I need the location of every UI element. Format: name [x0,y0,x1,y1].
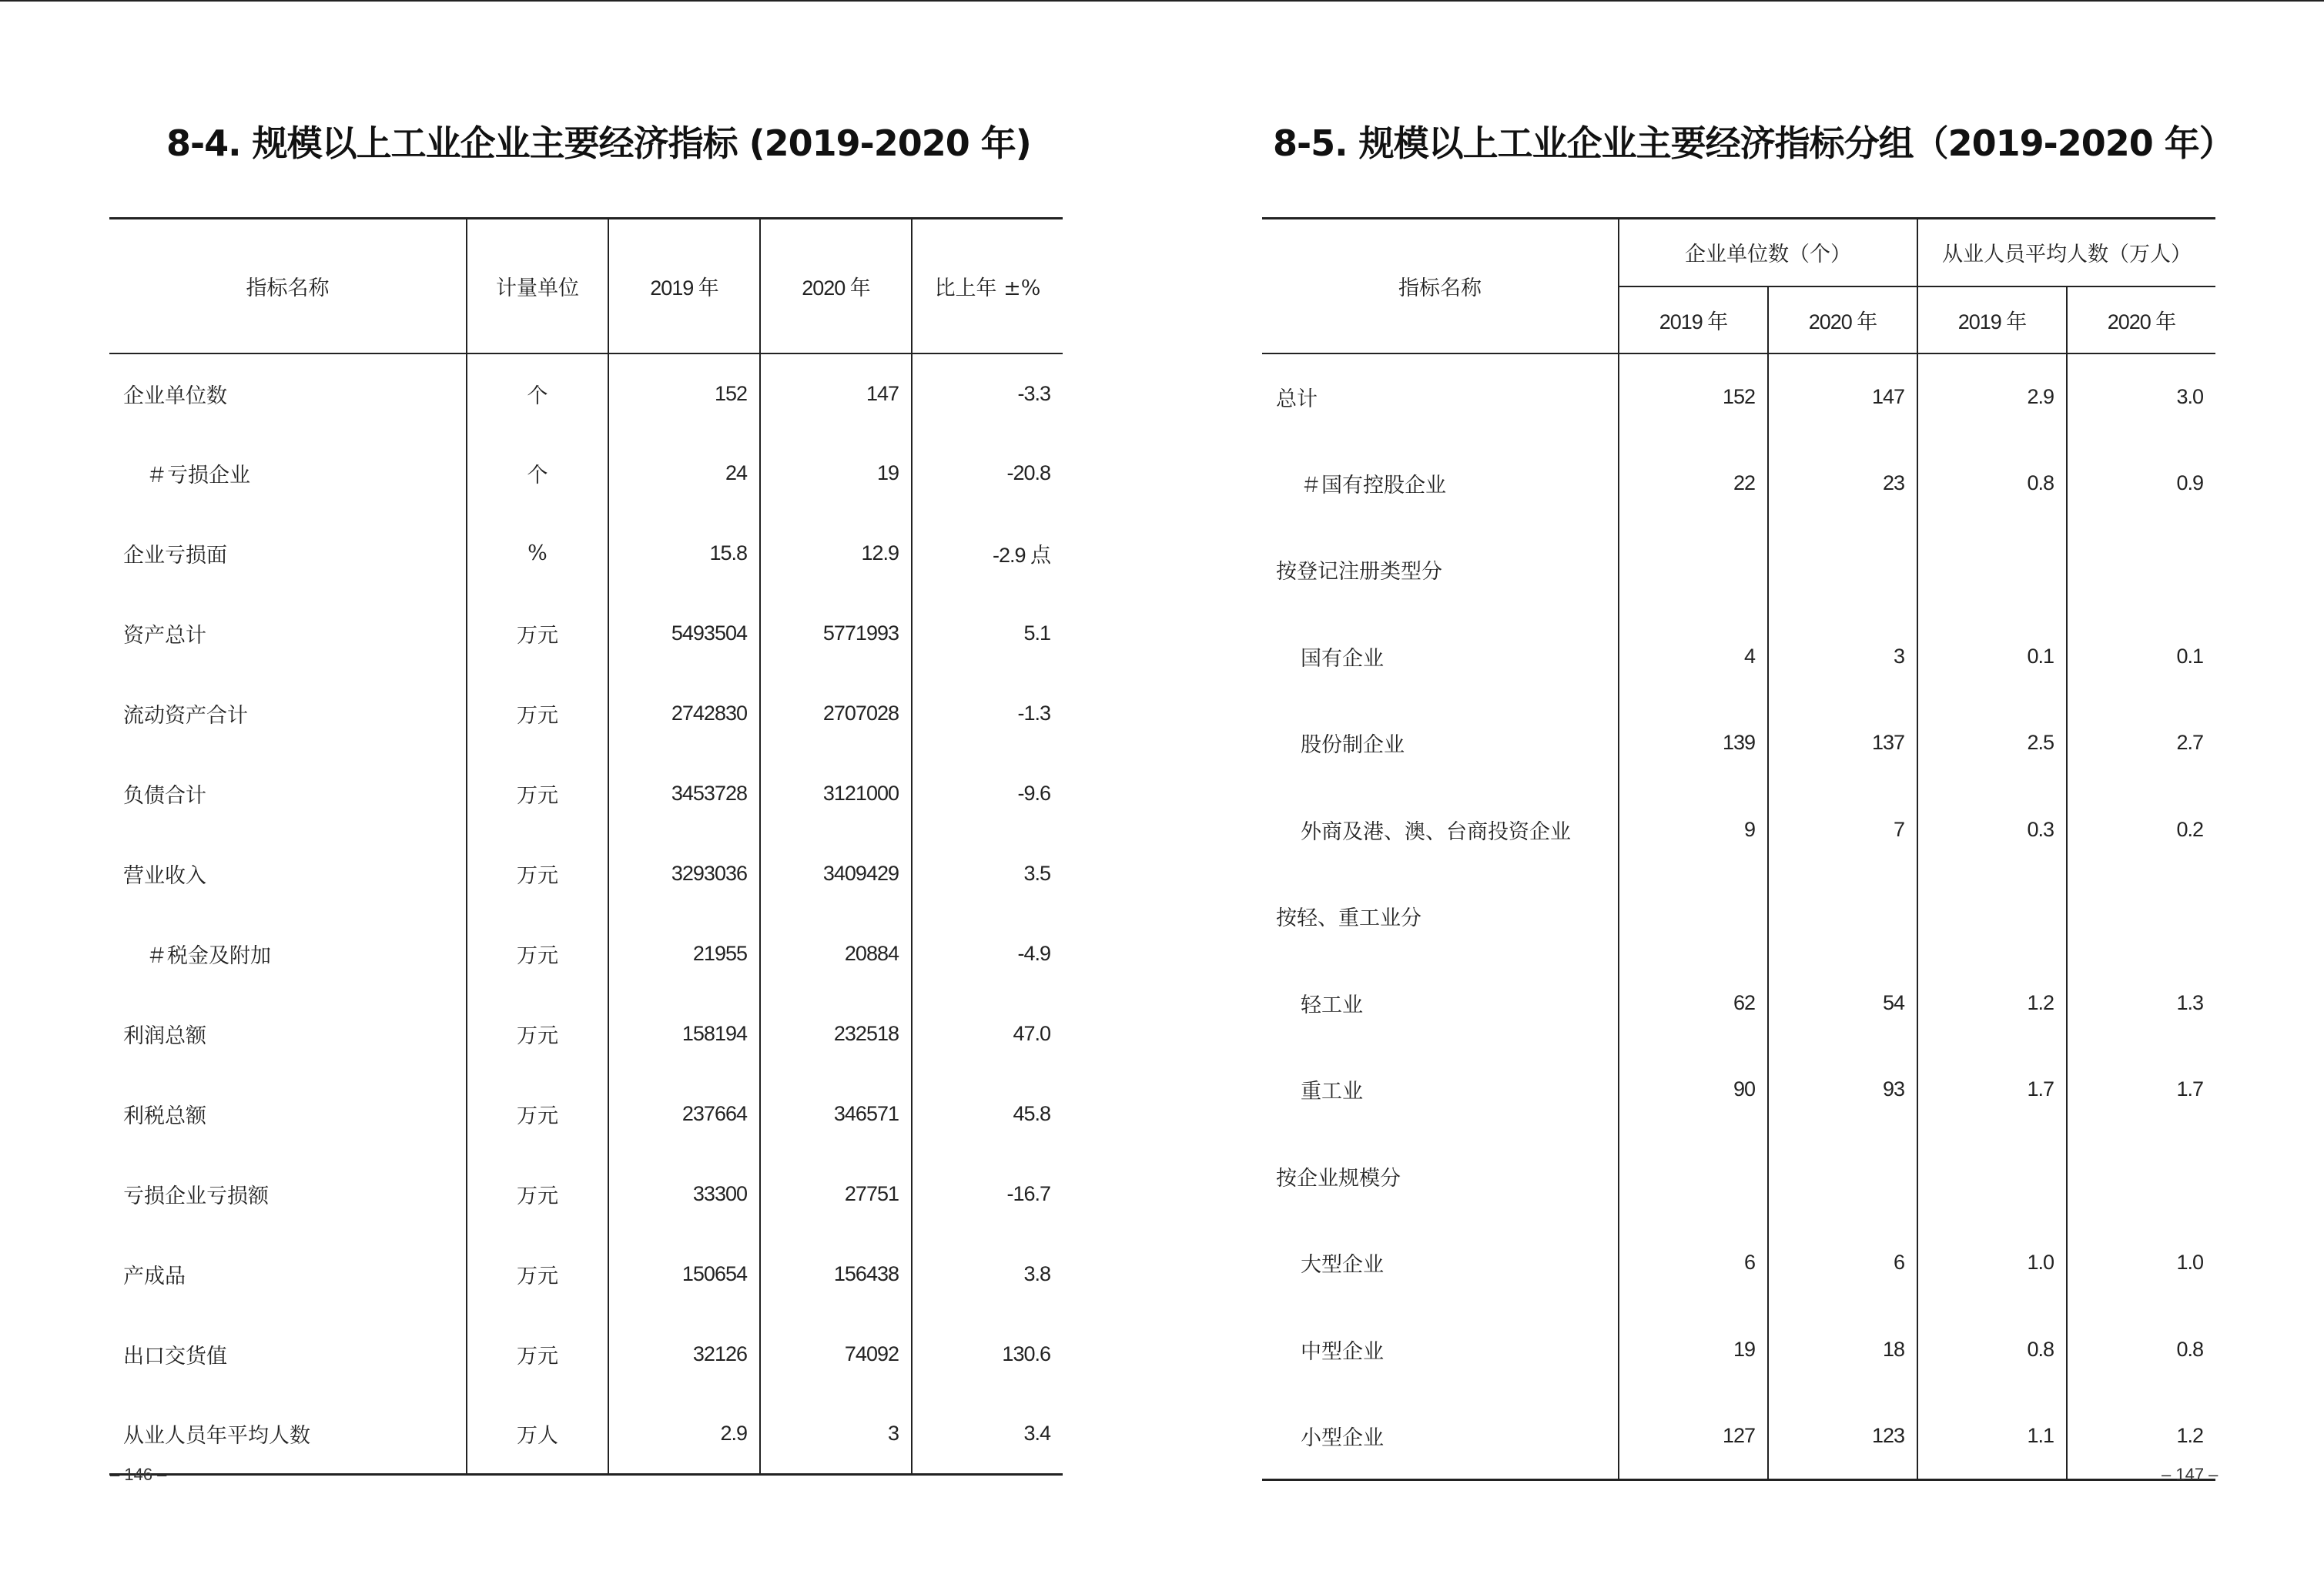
change-cell: -1.3 [912,674,1063,754]
value-2019-cell: 3293036 [608,834,760,914]
enterprises-2019-cell [1619,873,1768,960]
header-group-employees: 从业人员平均人数（万人） [1917,219,2215,286]
value-2020-cell: 156438 [760,1235,912,1315]
table-row [1262,1393,2215,1480]
change-cell: 3.4 [912,1395,1063,1475]
value-2019-cell: 21955 [608,914,760,994]
employees-2019-cell: 1.1 [1917,1393,2067,1480]
value-2020-cell: 3409429 [760,834,912,914]
change-cell: -9.6 [912,754,1063,834]
enterprises-2020-cell: 137 [1768,700,1917,787]
employees-2020-cell: 0.1 [2067,613,2215,700]
header-indicator-name: 指标名称 [109,219,467,353]
value-2019-cell: 32126 [608,1315,760,1395]
header-indicator-name: 指标名称 [1262,219,1619,353]
indicator-name-cell: 中型企业 [1301,1339,1384,1364]
table-row [1262,1047,2215,1134]
value-2019-cell: 237664 [608,1074,760,1154]
table-row [1262,1306,2215,1393]
enterprises-2020-cell [1768,527,1917,614]
subheader-employees-2020: 2020 年 [2067,286,2215,353]
value-2019-cell: 2742830 [608,674,760,754]
change-cell: -4.9 [912,914,1063,994]
enterprises-2019-cell: 139 [1619,700,1768,787]
indicator-name-cell: 企业亏损面 [123,544,227,568]
indicator-name-cell: 出口交货值 [123,1345,227,1369]
table-row [109,834,1063,914]
value-2020-cell: 19 [760,434,912,514]
table-row [1262,353,2215,441]
table-row [109,1235,1063,1315]
table-row [1262,700,2215,787]
unit-cell: 万元 [467,994,608,1074]
left-table-title: 8-4. 规模以上工业企业主要经济指标 (2019-2020 年) [166,122,1031,164]
enterprises-2020-cell: 7 [1768,786,1917,873]
enterprises-2020-cell: 18 [1768,1306,1917,1393]
subheader-employees-2019: 2019 年 [1917,286,2067,353]
enterprises-2019-cell: 9 [1619,786,1768,873]
indicator-name-cell: 亏损企业亏损额 [123,1184,269,1208]
employees-2020-cell [2067,873,2215,960]
table-row [1262,1220,2215,1307]
enterprises-2019-cell [1619,527,1768,614]
unit-cell: 万元 [467,754,608,834]
enterprises-2020-cell: 123 [1768,1393,1917,1480]
enterprises-2019-cell: 90 [1619,1047,1768,1134]
table-row [109,514,1063,594]
employees-2019-cell: 1.2 [1917,960,2067,1047]
table-row [109,353,1063,434]
table-row [1262,613,2215,700]
employees-2020-cell: 1.2 [2067,1393,2215,1480]
value-2019-cell: 5493504 [608,594,760,674]
value-2019-cell: 24 [608,434,760,514]
change-cell: 3.5 [912,834,1063,914]
table-row [1262,873,2215,960]
value-2020-cell: 232518 [760,994,912,1074]
employees-2019-cell [1917,527,2067,614]
employees-2020-cell: 2.7 [2067,700,2215,787]
enterprises-2019-cell: 127 [1619,1393,1768,1480]
employees-2019-cell: 0.1 [1917,613,2067,700]
enterprises-2020-cell: 147 [1768,353,1917,441]
subheader-enterprises-2019: 2019 年 [1619,286,1768,353]
indicator-name-cell: 负债合计 [123,784,206,808]
table-row [109,1315,1063,1395]
indicator-name-cell: 按企业规模分 [1276,1166,1401,1191]
employees-2020-cell: 0.2 [2067,786,2215,873]
unit-cell: 万元 [467,674,608,754]
change-cell: -16.7 [912,1154,1063,1235]
right-table-title: 8-5. 规模以上工业企业主要经济指标分组（2019-2020 年） [1273,122,2234,164]
enterprises-2019-cell: 19 [1619,1306,1768,1393]
indicator-name-cell: 产成品 [123,1265,186,1288]
value-2019-cell: 3453728 [608,754,760,834]
table-row [109,1395,1063,1475]
value-2020-cell: 20884 [760,914,912,994]
enterprises-2020-cell: 93 [1768,1047,1917,1134]
value-2020-cell: 12.9 [760,514,912,594]
indicator-name-cell: 资产总计 [123,624,206,648]
value-2020-cell: 346571 [760,1074,912,1154]
indicator-name-cell: 从业人员年平均人数 [123,1424,310,1449]
indicator-name-cell: 外商及港、澳、台商投资企业 [1301,819,1571,844]
indicator-name-cell: 按轻、重工业分 [1276,906,1422,931]
change-cell: 3.8 [912,1235,1063,1315]
header-unit: 计量单位 [467,219,608,353]
value-2020-cell: 27751 [760,1154,912,1235]
table-row [1262,440,2215,527]
value-2019-cell: 2.9 [608,1395,760,1475]
table-row [1262,1133,2215,1220]
indicator-name-cell: 利税总额 [123,1104,206,1128]
enterprises-2019-cell: 152 [1619,353,1768,441]
indicator-name-cell: 国有企业 [1301,646,1384,671]
unit-cell: 万元 [467,914,608,994]
indicator-name-cell: 总计 [1276,387,1318,411]
change-cell: 5.1 [912,594,1063,674]
enterprises-2020-cell: 6 [1768,1220,1917,1307]
table-header-row [109,219,1063,353]
change-cell: 47.0 [912,994,1063,1074]
employees-2020-cell: 0.8 [2067,1306,2215,1393]
employees-2020-cell: 0.9 [2067,440,2215,527]
enterprises-2020-cell [1768,873,1917,960]
value-2019-cell: 152 [608,353,760,434]
table-header-row-1 [1262,219,2215,286]
value-2019-cell: 150654 [608,1235,760,1315]
enterprises-2020-cell: 23 [1768,440,1917,527]
value-2019-cell: 158194 [608,994,760,1074]
value-2020-cell: 2707028 [760,674,912,754]
employees-2019-cell: 0.3 [1917,786,2067,873]
right-page [1162,0,2324,1588]
employees-2019-cell: 2.9 [1917,353,2067,441]
header-group-enterprises: 企业单位数（个） [1619,219,1917,286]
value-2020-cell: 147 [760,353,912,434]
indicator-name-cell: 轻工业 [1301,993,1363,1017]
unit-cell: % [467,514,608,594]
header-2019: 2019 年 [608,219,760,353]
value-2020-cell: 5771993 [760,594,912,674]
indicator-name-cell: 大型企业 [1301,1253,1384,1278]
value-2019-cell: 33300 [608,1154,760,1235]
value-2020-cell: 3121000 [760,754,912,834]
page-number-right: – 147 – [2162,1465,2219,1484]
indicator-name-cell: ＃税金及附加 [146,944,271,968]
employees-2019-cell: 1.0 [1917,1220,2067,1307]
page-number-left: – 146 – [110,1465,167,1484]
employees-2020-cell: 1.7 [2067,1047,2215,1134]
unit-cell: 万元 [467,1235,608,1315]
unit-cell: 万元 [467,1074,608,1154]
header-2020: 2020 年 [760,219,912,353]
employees-2019-cell [1917,873,2067,960]
unit-cell: 万元 [467,1154,608,1235]
employees-2020-cell: 3.0 [2067,353,2215,441]
change-cell: -3.3 [912,353,1063,434]
table-row [1262,960,2215,1047]
employees-2020-cell: 1.3 [2067,960,2215,1047]
employees-2019-cell: 2.5 [1917,700,2067,787]
table-row [109,674,1063,754]
indicator-name-cell: ＃国有控股企业 [1301,473,1446,498]
table-row [1262,527,2215,614]
table-row [1262,786,2215,873]
enterprises-2019-cell: 6 [1619,1220,1768,1307]
enterprises-2020-cell: 54 [1768,960,1917,1047]
indicator-name-cell: 重工业 [1301,1080,1363,1104]
economic-indicators-table [109,217,1063,1476]
header-change-percent: 比上年 ±% [912,219,1063,353]
employees-2020-cell [2067,1133,2215,1220]
unit-cell: 个 [467,434,608,514]
indicator-name-cell: 按登记注册类型分 [1276,560,1442,585]
unit-cell: 个 [467,353,608,434]
value-2019-cell: 15.8 [608,514,760,594]
indicator-name-cell: 股份制企业 [1301,733,1405,758]
employees-2020-cell: 1.0 [2067,1220,2215,1307]
change-cell: -2.9 点 [912,514,1063,594]
table-row [109,754,1063,834]
enterprises-2019-cell: 22 [1619,440,1768,527]
indicator-name-cell: 企业单位数 [123,384,227,408]
change-cell: 45.8 [912,1074,1063,1154]
employees-2019-cell [1917,1133,2067,1220]
table-row [109,434,1063,514]
unit-cell: 万元 [467,834,608,914]
value-2020-cell: 74092 [760,1315,912,1395]
indicator-grouping-table [1262,217,2215,1481]
enterprises-2019-cell: 62 [1619,960,1768,1047]
indicator-name-cell: 流动资产合计 [123,704,248,728]
table-row [109,1074,1063,1154]
enterprises-2020-cell [1768,1133,1917,1220]
unit-cell: 万人 [467,1395,608,1475]
indicator-name-cell: 小型企业 [1301,1426,1384,1450]
value-2020-cell: 3 [760,1395,912,1475]
change-cell: -20.8 [912,434,1063,514]
indicator-name-cell: ＃亏损企业 [146,464,250,487]
table-row [109,994,1063,1074]
subheader-enterprises-2020: 2020 年 [1768,286,1917,353]
employees-2019-cell: 1.7 [1917,1047,2067,1134]
employees-2019-cell: 0.8 [1917,1306,2067,1393]
enterprises-2020-cell: 3 [1768,613,1917,700]
unit-cell: 万元 [467,594,608,674]
table-row [109,914,1063,994]
indicator-name-cell: 利润总额 [123,1024,206,1048]
change-cell: 130.6 [912,1315,1063,1395]
employees-2019-cell: 0.8 [1917,440,2067,527]
indicator-name-cell: 营业收入 [123,864,206,888]
employees-2020-cell [2067,527,2215,614]
unit-cell: 万元 [467,1315,608,1395]
enterprises-2019-cell [1619,1133,1768,1220]
table-row [109,594,1063,674]
enterprises-2019-cell: 4 [1619,613,1768,700]
table-row [109,1154,1063,1235]
